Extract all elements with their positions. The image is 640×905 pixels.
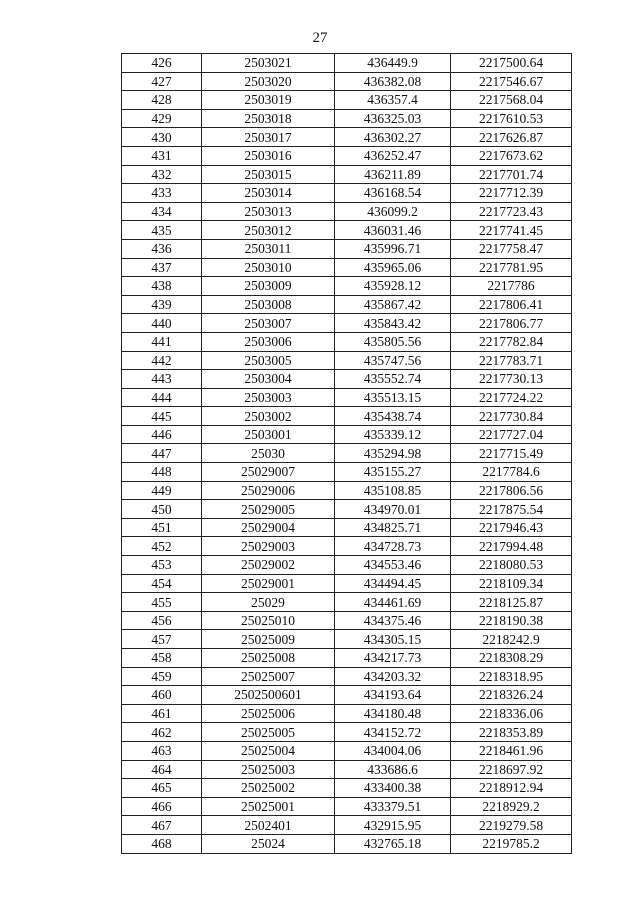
- row-number-cell: 451: [122, 518, 202, 537]
- x-coordinate-cell: 435438.74: [335, 407, 451, 426]
- table-row: [122, 202, 572, 221]
- x-coordinate-cell: 435108.85: [335, 481, 451, 500]
- y-coordinate-cell: 2218318.95: [451, 667, 572, 686]
- x-coordinate-cell: 435294.98: [335, 444, 451, 463]
- table-row: [122, 165, 572, 184]
- x-coordinate-cell: 435513.15: [335, 388, 451, 407]
- x-coordinate-cell: 436031.46: [335, 221, 451, 240]
- table-row: [122, 184, 572, 203]
- point-id-cell: 25029006: [202, 481, 335, 500]
- table-row: [122, 556, 572, 575]
- table-row: [122, 779, 572, 798]
- y-coordinate-cell: 2218461.96: [451, 741, 572, 760]
- x-coordinate-cell: 436099.2: [335, 202, 451, 221]
- row-number-cell: 441: [122, 332, 202, 351]
- point-id-cell: 2503021: [202, 54, 335, 73]
- row-number-cell: 438: [122, 277, 202, 296]
- row-number-cell: 453: [122, 556, 202, 575]
- row-number-cell: 456: [122, 611, 202, 630]
- y-coordinate-cell: 2219279.58: [451, 816, 572, 835]
- point-id-cell: 2503013: [202, 202, 335, 221]
- point-id-cell: 25025002: [202, 779, 335, 798]
- row-number-cell: 448: [122, 463, 202, 482]
- x-coordinate-cell: 434375.46: [335, 611, 451, 630]
- point-id-cell: 25025004: [202, 741, 335, 760]
- point-id-cell: 2503001: [202, 425, 335, 444]
- table-row: [122, 574, 572, 593]
- point-id-cell: 25025009: [202, 630, 335, 649]
- x-coordinate-cell: 434494.45: [335, 574, 451, 593]
- point-id-cell: 2503018: [202, 109, 335, 128]
- x-coordinate-cell: 436357.4: [335, 91, 451, 110]
- x-coordinate-cell: 434728.73: [335, 537, 451, 556]
- table-row: [122, 834, 572, 853]
- table-row: [122, 518, 572, 537]
- point-id-cell: 25030: [202, 444, 335, 463]
- x-coordinate-cell: 435996.71: [335, 239, 451, 258]
- table-row: [122, 500, 572, 519]
- row-number-cell: 435: [122, 221, 202, 240]
- x-coordinate-cell: 435805.56: [335, 332, 451, 351]
- y-coordinate-cell: 2217741.45: [451, 221, 572, 240]
- point-id-cell: 25025001: [202, 797, 335, 816]
- x-coordinate-cell: 435965.06: [335, 258, 451, 277]
- table-row: [122, 444, 572, 463]
- x-coordinate-cell: 436252.47: [335, 146, 451, 165]
- row-number-cell: 458: [122, 649, 202, 668]
- row-number-cell: 455: [122, 593, 202, 612]
- point-id-cell: 2503008: [202, 295, 335, 314]
- table-row: [122, 425, 572, 444]
- point-id-cell: 2503002: [202, 407, 335, 426]
- y-coordinate-cell: 2217946.43: [451, 518, 572, 537]
- x-coordinate-cell: 436168.54: [335, 184, 451, 203]
- y-coordinate-cell: 2217500.64: [451, 54, 572, 73]
- row-number-cell: 447: [122, 444, 202, 463]
- y-coordinate-cell: 2217673.62: [451, 146, 572, 165]
- y-coordinate-cell: 2217806.41: [451, 295, 572, 314]
- x-coordinate-cell: 434152.72: [335, 723, 451, 742]
- y-coordinate-cell: 2217712.39: [451, 184, 572, 203]
- point-id-cell: 2502401: [202, 816, 335, 835]
- y-coordinate-cell: 2218929.2: [451, 797, 572, 816]
- point-id-cell: 25025005: [202, 723, 335, 742]
- table-row: [122, 649, 572, 668]
- x-coordinate-cell: 433400.38: [335, 779, 451, 798]
- x-coordinate-cell: 435928.12: [335, 277, 451, 296]
- row-number-cell: 431: [122, 146, 202, 165]
- table-row: [122, 54, 572, 73]
- row-number-cell: 462: [122, 723, 202, 742]
- coordinates-table: [121, 53, 572, 854]
- table-row: [122, 797, 572, 816]
- point-id-cell: 25029: [202, 593, 335, 612]
- row-number-cell: 449: [122, 481, 202, 500]
- y-coordinate-cell: 2217758.47: [451, 239, 572, 258]
- y-coordinate-cell: 2217786: [451, 277, 572, 296]
- y-coordinate-cell: 2217781.95: [451, 258, 572, 277]
- point-id-cell: 2503015: [202, 165, 335, 184]
- y-coordinate-cell: 2217610.53: [451, 109, 572, 128]
- row-number-cell: 444: [122, 388, 202, 407]
- x-coordinate-cell: 434305.15: [335, 630, 451, 649]
- row-number-cell: 464: [122, 760, 202, 779]
- table-row: [122, 351, 572, 370]
- y-coordinate-cell: 2218308.29: [451, 649, 572, 668]
- point-id-cell: 25029005: [202, 500, 335, 519]
- x-coordinate-cell: 434553.46: [335, 556, 451, 575]
- y-coordinate-cell: 2217727.04: [451, 425, 572, 444]
- table-row: [122, 128, 572, 147]
- table-row: [122, 370, 572, 389]
- row-number-cell: 430: [122, 128, 202, 147]
- point-id-cell: 2503009: [202, 277, 335, 296]
- point-id-cell: 2502500601: [202, 686, 335, 705]
- y-coordinate-cell: 2218109.34: [451, 574, 572, 593]
- row-number-cell: 466: [122, 797, 202, 816]
- point-id-cell: 2503014: [202, 184, 335, 203]
- table-row: [122, 388, 572, 407]
- x-coordinate-cell: 436302.27: [335, 128, 451, 147]
- row-number-cell: 461: [122, 704, 202, 723]
- y-coordinate-cell: 2217546.67: [451, 72, 572, 91]
- y-coordinate-cell: 2218697.92: [451, 760, 572, 779]
- row-number-cell: 433: [122, 184, 202, 203]
- y-coordinate-cell: 2217784.6: [451, 463, 572, 482]
- row-number-cell: 442: [122, 351, 202, 370]
- point-id-cell: 25029004: [202, 518, 335, 537]
- y-coordinate-cell: 2217782.84: [451, 332, 572, 351]
- point-id-cell: 25025007: [202, 667, 335, 686]
- table-row: [122, 463, 572, 482]
- table-row: [122, 481, 572, 500]
- y-coordinate-cell: 2217730.84: [451, 407, 572, 426]
- point-id-cell: 2503020: [202, 72, 335, 91]
- table-row: [122, 630, 572, 649]
- y-coordinate-cell: 2217783.71: [451, 351, 572, 370]
- y-coordinate-cell: 2217568.04: [451, 91, 572, 110]
- table-row: [122, 667, 572, 686]
- x-coordinate-cell: 436382.08: [335, 72, 451, 91]
- point-id-cell: 25025003: [202, 760, 335, 779]
- row-number-cell: 468: [122, 834, 202, 853]
- point-id-cell: 25029001: [202, 574, 335, 593]
- y-coordinate-cell: 2217875.54: [451, 500, 572, 519]
- point-id-cell: 2503010: [202, 258, 335, 277]
- y-coordinate-cell: 2217715.49: [451, 444, 572, 463]
- point-id-cell: 2503016: [202, 146, 335, 165]
- x-coordinate-cell: 434970.01: [335, 500, 451, 519]
- point-id-cell: 2503005: [202, 351, 335, 370]
- row-number-cell: 443: [122, 370, 202, 389]
- x-coordinate-cell: 435552.74: [335, 370, 451, 389]
- y-coordinate-cell: 2218326.24: [451, 686, 572, 705]
- x-coordinate-cell: 435747.56: [335, 351, 451, 370]
- table-row: [122, 537, 572, 556]
- point-id-cell: 25029002: [202, 556, 335, 575]
- table-row: [122, 704, 572, 723]
- y-coordinate-cell: 2217723.43: [451, 202, 572, 221]
- row-number-cell: 460: [122, 686, 202, 705]
- x-coordinate-cell: 434825.71: [335, 518, 451, 537]
- row-number-cell: 459: [122, 667, 202, 686]
- table-row: [122, 146, 572, 165]
- page-number: 27: [312, 30, 328, 46]
- row-number-cell: 450: [122, 500, 202, 519]
- row-number-cell: 426: [122, 54, 202, 73]
- table-row: [122, 816, 572, 835]
- table-row: [122, 295, 572, 314]
- table-row: [122, 611, 572, 630]
- x-coordinate-cell: 434180.48: [335, 704, 451, 723]
- y-coordinate-cell: 2217806.77: [451, 314, 572, 333]
- table-row: [122, 314, 572, 333]
- row-number-cell: 463: [122, 741, 202, 760]
- table-row: [122, 723, 572, 742]
- x-coordinate-cell: 434461.69: [335, 593, 451, 612]
- x-coordinate-cell: 434203.32: [335, 667, 451, 686]
- x-coordinate-cell: 433686.6: [335, 760, 451, 779]
- y-coordinate-cell: 2218125.87: [451, 593, 572, 612]
- y-coordinate-cell: 2217701.74: [451, 165, 572, 184]
- point-id-cell: 25029007: [202, 463, 335, 482]
- table-row: [122, 277, 572, 296]
- row-number-cell: 429: [122, 109, 202, 128]
- row-number-cell: 454: [122, 574, 202, 593]
- y-coordinate-cell: 2217730.13: [451, 370, 572, 389]
- coordinates-table-body: [122, 54, 572, 854]
- point-id-cell: 2503019: [202, 91, 335, 110]
- x-coordinate-cell: 435843.42: [335, 314, 451, 333]
- x-coordinate-cell: 436449.9: [335, 54, 451, 73]
- x-coordinate-cell: 435867.42: [335, 295, 451, 314]
- table-row: [122, 686, 572, 705]
- table-row: [122, 741, 572, 760]
- point-id-cell: 2503004: [202, 370, 335, 389]
- table-row: [122, 221, 572, 240]
- y-coordinate-cell: 2217724.22: [451, 388, 572, 407]
- row-number-cell: 436: [122, 239, 202, 258]
- row-number-cell: 457: [122, 630, 202, 649]
- table-row: [122, 407, 572, 426]
- row-number-cell: 467: [122, 816, 202, 835]
- x-coordinate-cell: 434193.64: [335, 686, 451, 705]
- row-number-cell: 465: [122, 779, 202, 798]
- row-number-cell: 445: [122, 407, 202, 426]
- point-id-cell: 2503012: [202, 221, 335, 240]
- x-coordinate-cell: 432765.18: [335, 834, 451, 853]
- point-id-cell: 25025010: [202, 611, 335, 630]
- table-row: [122, 332, 572, 351]
- y-coordinate-cell: 2218242.9: [451, 630, 572, 649]
- point-id-cell: 2503007: [202, 314, 335, 333]
- row-number-cell: 439: [122, 295, 202, 314]
- table-row: [122, 258, 572, 277]
- y-coordinate-cell: 2217806.56: [451, 481, 572, 500]
- y-coordinate-cell: 2218353.89: [451, 723, 572, 742]
- x-coordinate-cell: 434217.73: [335, 649, 451, 668]
- point-id-cell: 2503006: [202, 332, 335, 351]
- y-coordinate-cell: 2218912.94: [451, 779, 572, 798]
- table-row: [122, 593, 572, 612]
- table-row: [122, 239, 572, 258]
- y-coordinate-cell: 2219785.2: [451, 834, 572, 853]
- x-coordinate-cell: 434004.06: [335, 741, 451, 760]
- row-number-cell: 434: [122, 202, 202, 221]
- x-coordinate-cell: 435155.27: [335, 463, 451, 482]
- point-id-cell: 25029003: [202, 537, 335, 556]
- y-coordinate-cell: 2217994.48: [451, 537, 572, 556]
- row-number-cell: 428: [122, 91, 202, 110]
- x-coordinate-cell: 436325.03: [335, 109, 451, 128]
- row-number-cell: 440: [122, 314, 202, 333]
- point-id-cell: 2503017: [202, 128, 335, 147]
- x-coordinate-cell: 436211.89: [335, 165, 451, 184]
- point-id-cell: 25025008: [202, 649, 335, 668]
- x-coordinate-cell: 435339.12: [335, 425, 451, 444]
- point-id-cell: 25024: [202, 834, 335, 853]
- table-row: [122, 72, 572, 91]
- point-id-cell: 25025006: [202, 704, 335, 723]
- x-coordinate-cell: 433379.51: [335, 797, 451, 816]
- row-number-cell: 427: [122, 72, 202, 91]
- table-row: [122, 760, 572, 779]
- table-row: [122, 109, 572, 128]
- y-coordinate-cell: 2218336.06: [451, 704, 572, 723]
- y-coordinate-cell: 2218080.53: [451, 556, 572, 575]
- row-number-cell: 437: [122, 258, 202, 277]
- row-number-cell: 432: [122, 165, 202, 184]
- y-coordinate-cell: 2218190.38: [451, 611, 572, 630]
- point-id-cell: 2503003: [202, 388, 335, 407]
- row-number-cell: 446: [122, 425, 202, 444]
- table-row: [122, 91, 572, 110]
- row-number-cell: 452: [122, 537, 202, 556]
- point-id-cell: 2503011: [202, 239, 335, 258]
- y-coordinate-cell: 2217626.87: [451, 128, 572, 147]
- x-coordinate-cell: 432915.95: [335, 816, 451, 835]
